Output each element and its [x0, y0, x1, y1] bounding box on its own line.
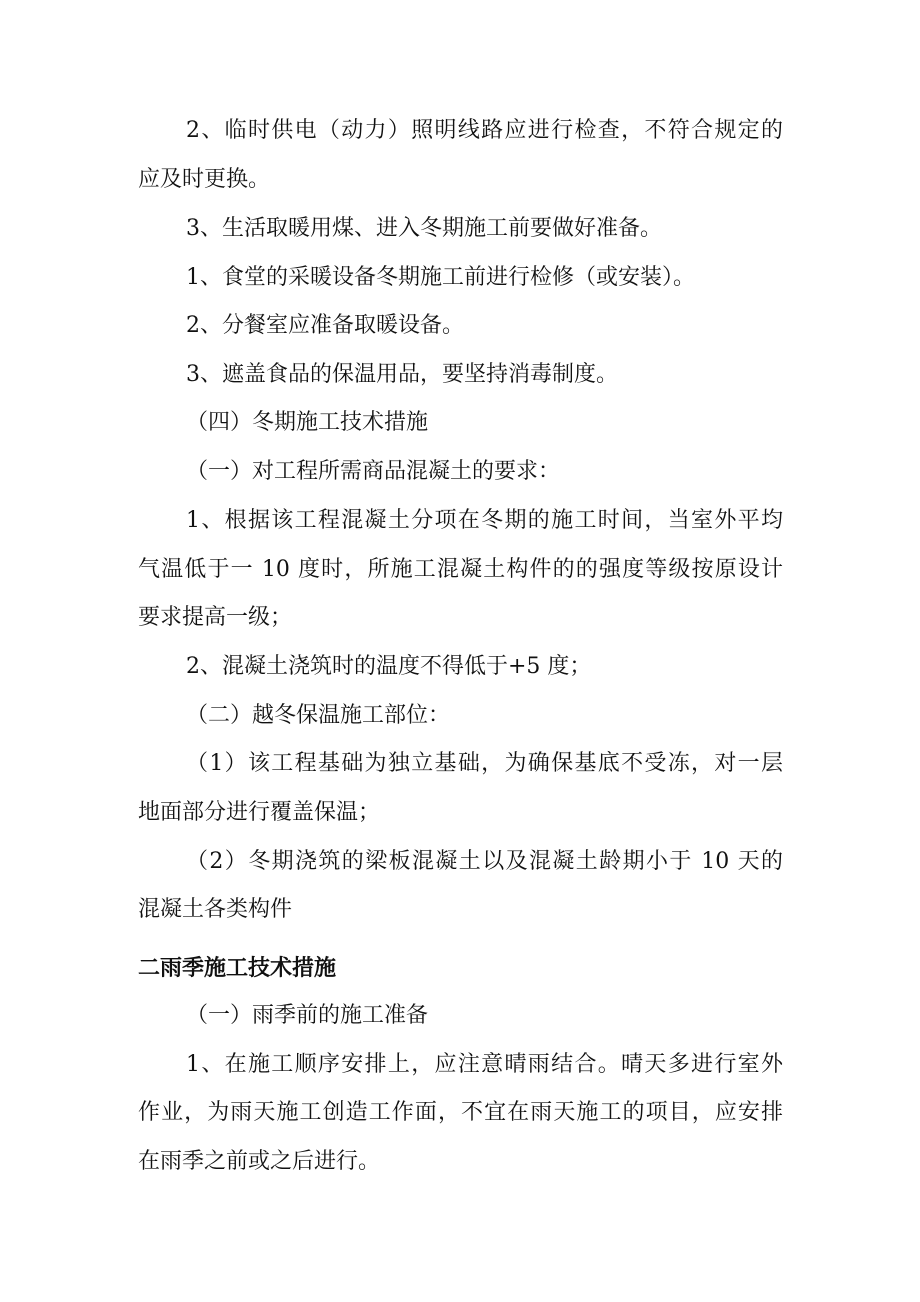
chapter-heading: 二雨季施工技术措施 — [138, 956, 337, 981]
paragraph-line: 应及时更换。 — [138, 167, 271, 192]
paragraph-line: 2、混凝土浇筑时的温度不得低于+5 度； — [186, 654, 592, 679]
paragraph-line: 作业，为雨天施工创造工作面，不宜在雨天施工的项目，应安排 — [138, 1100, 783, 1125]
paragraph-line: 地面部分进行覆盖保温； — [138, 800, 381, 825]
paragraph-line: 气温低于一 10 度时，所施工混凝土构件的的强度等级按原设计 — [138, 557, 783, 582]
paragraph-line: 3、遮盖食品的保温用品，要坚持消毒制度。 — [186, 362, 618, 387]
subsection-heading: （一）雨季前的施工准备 — [186, 1003, 429, 1028]
paragraph-line: 1、食堂的采暖设备冬期施工前进行检修（或安装）。 — [186, 265, 695, 290]
subsection-heading: （二）越冬保温施工部位： — [186, 703, 451, 728]
paragraph-line: 1、根据该工程混凝土分项在冬期的施工时间，当室外平均 — [186, 508, 783, 533]
paragraph-line: （1）该工程基础为独立基础，为确保基底不受冻，对一层 — [186, 751, 783, 776]
paragraph-line: 2、分餐室应准备取暖设备。 — [186, 313, 464, 338]
paragraph-line: 混凝土各类构件 — [138, 897, 293, 922]
paragraph-line: 要求提高一级； — [138, 605, 293, 630]
paragraph-line: 在雨季之前或之后进行。 — [138, 1149, 381, 1174]
section-heading: （四）冬期施工技术措施 — [186, 410, 429, 435]
paragraph-line: 1、在施工顺序安排上，应注意晴雨结合。晴天多进行室外 — [186, 1052, 783, 1077]
paragraph-line: 3、生活取暖用煤、进入冬期施工前要做好准备。 — [186, 216, 662, 241]
paragraph-line: 2、临时供电（动力）照明线路应进行检查，不符合规定的 — [186, 118, 783, 143]
paragraph-line: （2）冬期浇筑的梁板混凝土以及混凝土龄期小于 10 天的 — [186, 849, 783, 874]
subsection-heading: （一）对工程所需商品混凝土的要求： — [186, 459, 561, 484]
